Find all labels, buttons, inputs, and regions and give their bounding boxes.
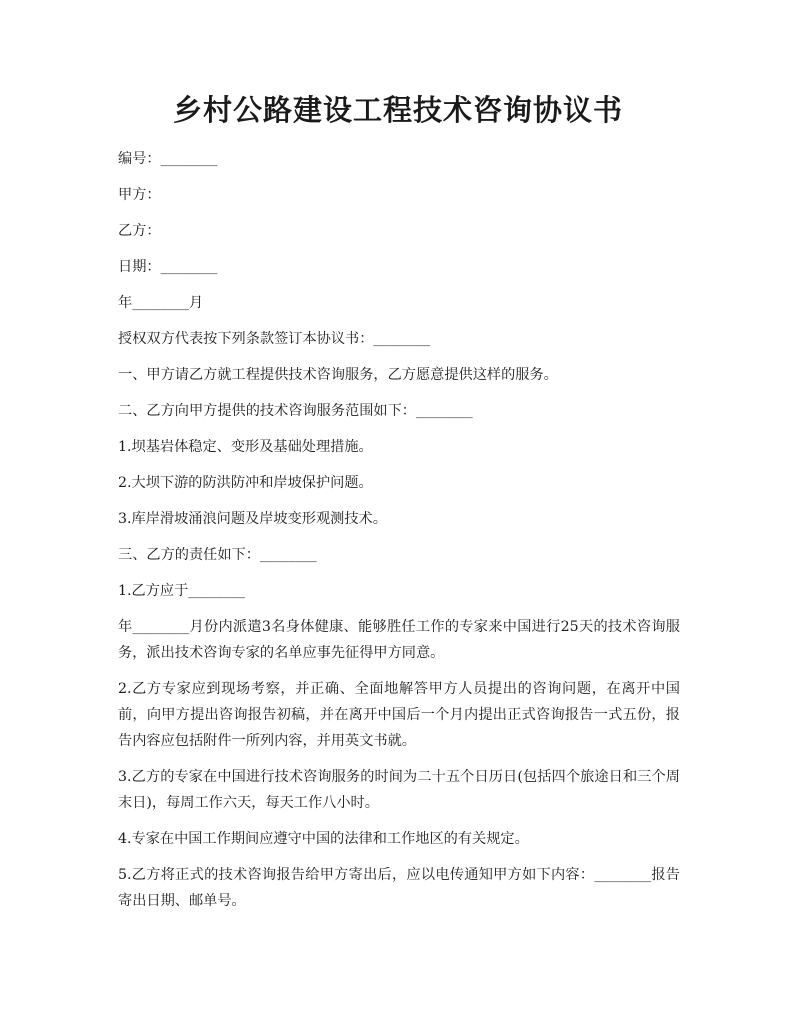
paragraph-duty-5: 5.乙方将正式的技术咨询报告给甲方寄出后，应以电传通知甲方如下内容：________报告寄出日期、邮单号。 xyxy=(118,867,680,909)
paragraph-party-b: 乙方： xyxy=(118,223,161,239)
paragraph-duty-3: 3.乙方的专家在中国进行技术咨询服务的时间为二十五个日历日(包括四个旅途日和三个周末日)，每周工作六天，每天工作八小时。 xyxy=(118,769,680,811)
paragraph-date: 日期：________ xyxy=(118,259,218,275)
paragraph-party-a: 甲方： xyxy=(118,187,161,203)
paragraph-duty-1: 1.乙方应于________ xyxy=(118,583,246,599)
paragraph-number: 编号：________ xyxy=(118,151,218,167)
paragraph-duty-2: 2.乙方专家应到现场考察，并正确、全面地解答甲方人员提出的咨询问题，在离开中国前，向甲方提出咨询报告初稿，并在离开中国后一个月内提出正式咨询报告一式五份，报告内容应包括附件一所列内容，并用英文书就。 xyxy=(118,681,680,749)
paragraph-year-month: 年________月 xyxy=(118,295,204,311)
paragraph-scope-item-3: 3.库岸滑坡涌浪问题及岸坡变形观测技术。 xyxy=(118,511,387,527)
paragraph-section-3: 三、乙方的责任如下：________ xyxy=(118,547,317,563)
paragraph-duty-4: 4.专家在中国工作期间应遵守中国的法律和工作地区的有关规定。 xyxy=(118,831,529,847)
paragraph-section-2: 二、乙方向甲方提供的技术咨询服务范围如下：________ xyxy=(118,403,473,419)
document-body xyxy=(118,146,680,924)
document-title: 乡村公路建设工程技术咨询协议书 xyxy=(172,93,623,127)
paragraph-scope-item-2: 2.大坝下游的防洪防冲和岸坡保护问题。 xyxy=(118,475,373,491)
paragraph-scope-item-1: 1.坝基岩体稳定、变形及基础处理措施。 xyxy=(118,439,373,455)
paragraph-authorization: 授权双方代表按下列条款签订本协议书：________ xyxy=(118,331,431,347)
paragraph-section-1: 一、甲方请乙方就工程提供技术咨询服务，乙方愿意提供这样的服务。 xyxy=(118,367,558,383)
paragraph-duty-1-detail: 年________月份内派遣3名身体健康、能够胜任工作的专家来中国进行25天的技术咨询服务，派出技术咨询专家的名单应事先征得甲方同意。 xyxy=(118,619,680,661)
